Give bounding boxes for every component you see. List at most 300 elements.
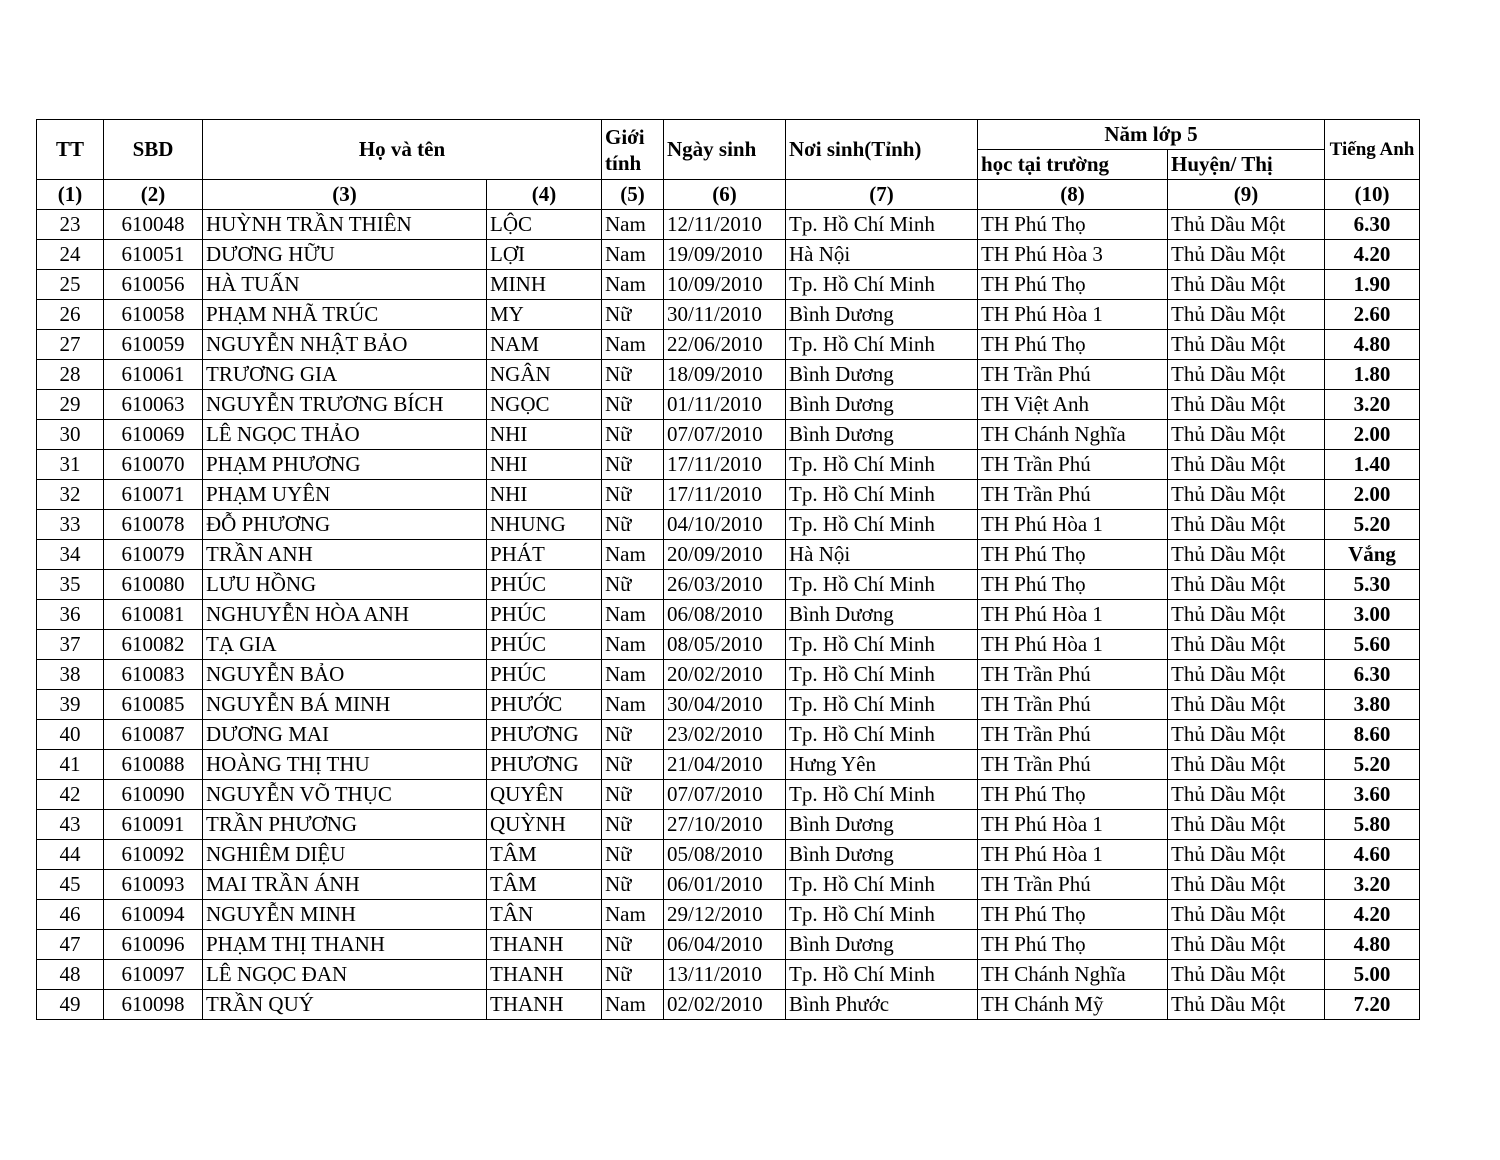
cell-tt: 42	[37, 780, 104, 810]
cell-tt: 23	[37, 210, 104, 240]
table-row	[37, 840, 1420, 870]
column-index: (9)	[1168, 180, 1325, 210]
cell-given-name: THANH	[487, 930, 602, 960]
cell-dob: 17/11/2010	[664, 480, 786, 510]
cell-gender: Nam	[602, 690, 664, 720]
cell-given-name: MY	[487, 300, 602, 330]
cell-gender: Nam	[602, 210, 664, 240]
cell-tt: 26	[37, 300, 104, 330]
cell-gender: Nam	[602, 600, 664, 630]
header-school: học tại trường	[978, 150, 1168, 180]
cell-birthplace: Hà Nội	[786, 240, 978, 270]
cell-dob: 04/10/2010	[664, 510, 786, 540]
cell-district: Thủ Dầu Một	[1168, 390, 1325, 420]
cell-tt: 36	[37, 600, 104, 630]
cell-district: Thủ Dầu Một	[1168, 750, 1325, 780]
cell-birthplace: Tp. Hồ Chí Minh	[786, 510, 978, 540]
cell-district: Thủ Dầu Một	[1168, 900, 1325, 930]
header-grade5-group: Năm lớp 5	[978, 120, 1325, 150]
cell-sbd: 610081	[104, 600, 203, 630]
cell-given-name: PHƯƠNG	[487, 720, 602, 750]
cell-family-name: PHẠM PHƯƠNG	[203, 450, 487, 480]
cell-given-name: LỢI	[487, 240, 602, 270]
cell-district: Thủ Dầu Một	[1168, 540, 1325, 570]
cell-district: Thủ Dầu Một	[1168, 450, 1325, 480]
cell-dob: 23/02/2010	[664, 720, 786, 750]
cell-district: Thủ Dầu Một	[1168, 690, 1325, 720]
cell-english-score: 6.30	[1325, 660, 1420, 690]
cell-district: Thủ Dầu Một	[1168, 570, 1325, 600]
column-index: (8)	[978, 180, 1168, 210]
cell-family-name: TẠ GIA	[203, 630, 487, 660]
cell-sbd: 610051	[104, 240, 203, 270]
cell-given-name: TÂM	[487, 840, 602, 870]
cell-family-name: HOÀNG THỊ THU	[203, 750, 487, 780]
cell-birthplace: Tp. Hồ Chí Minh	[786, 450, 978, 480]
cell-family-name: HUỲNH TRẦN THIÊN	[203, 210, 487, 240]
table-row	[37, 240, 1420, 270]
cell-school: TH Chánh Mỹ	[978, 990, 1168, 1020]
cell-district: Thủ Dầu Một	[1168, 420, 1325, 450]
cell-sbd: 610061	[104, 360, 203, 390]
cell-sbd: 610078	[104, 510, 203, 540]
cell-dob: 01/11/2010	[664, 390, 786, 420]
cell-school: TH Phú Hòa 1	[978, 810, 1168, 840]
header-birthplace: Nơi sinh(Tỉnh)	[786, 120, 978, 180]
cell-birthplace: Bình Phước	[786, 990, 978, 1020]
cell-gender: Nữ	[602, 480, 664, 510]
cell-gender: Nữ	[602, 750, 664, 780]
cell-gender: Nữ	[602, 510, 664, 540]
table-row	[37, 810, 1420, 840]
table-row	[37, 990, 1420, 1020]
cell-school: TH Trần Phú	[978, 450, 1168, 480]
cell-english-score: 5.20	[1325, 750, 1420, 780]
cell-family-name: MAI TRẦN ÁNH	[203, 870, 487, 900]
cell-family-name: NGHUYỄN HÒA ANH	[203, 600, 487, 630]
cell-dob: 10/09/2010	[664, 270, 786, 300]
cell-sbd: 610090	[104, 780, 203, 810]
cell-english-score: 3.80	[1325, 690, 1420, 720]
cell-gender: Nam	[602, 540, 664, 570]
cell-birthplace: Bình Dương	[786, 360, 978, 390]
table-row	[37, 390, 1420, 420]
cell-given-name: NGỌC	[487, 390, 602, 420]
cell-given-name: MINH	[487, 270, 602, 300]
cell-tt: 43	[37, 810, 104, 840]
cell-gender: Nam	[602, 330, 664, 360]
cell-tt: 27	[37, 330, 104, 360]
cell-family-name: NGUYỄN BÁ MINH	[203, 690, 487, 720]
cell-birthplace: Tp. Hồ Chí Minh	[786, 330, 978, 360]
cell-given-name: PHÚC	[487, 630, 602, 660]
cell-family-name: NGUYỄN MINH	[203, 900, 487, 930]
cell-school: TH Trần Phú	[978, 660, 1168, 690]
column-index: (5)	[602, 180, 664, 210]
cell-tt: 32	[37, 480, 104, 510]
cell-school: TH Phú Thọ	[978, 270, 1168, 300]
cell-family-name: DƯƠNG HỮU	[203, 240, 487, 270]
cell-birthplace: Tp. Hồ Chí Minh	[786, 480, 978, 510]
cell-given-name: QUỲNH	[487, 810, 602, 840]
cell-family-name: TRẦN QUÝ	[203, 990, 487, 1020]
cell-gender: Nam	[602, 900, 664, 930]
cell-school: TH Phú Thọ	[978, 900, 1168, 930]
header-tt: TT	[37, 120, 104, 180]
cell-birthplace: Tp. Hồ Chí Minh	[786, 210, 978, 240]
cell-birthplace: Tp. Hồ Chí Minh	[786, 900, 978, 930]
cell-given-name: NHUNG	[487, 510, 602, 540]
cell-english-score: 4.80	[1325, 930, 1420, 960]
cell-english-score: 4.20	[1325, 240, 1420, 270]
cell-birthplace: Hưng Yên	[786, 750, 978, 780]
cell-tt: 46	[37, 900, 104, 930]
cell-tt: 30	[37, 420, 104, 450]
cell-sbd: 610082	[104, 630, 203, 660]
cell-english-score: 5.30	[1325, 570, 1420, 600]
table-row	[37, 300, 1420, 330]
cell-english-score: 8.60	[1325, 720, 1420, 750]
cell-school: TH Phú Thọ	[978, 210, 1168, 240]
cell-birthplace: Bình Dương	[786, 840, 978, 870]
cell-sbd: 610092	[104, 840, 203, 870]
cell-gender: Nam	[602, 660, 664, 690]
cell-gender: Nữ	[602, 840, 664, 870]
cell-tt: 38	[37, 660, 104, 690]
cell-family-name: PHẠM THỊ THANH	[203, 930, 487, 960]
column-index-row	[37, 180, 1420, 210]
column-index: (3)	[203, 180, 487, 210]
cell-district: Thủ Dầu Một	[1168, 960, 1325, 990]
cell-sbd: 610069	[104, 420, 203, 450]
cell-sbd: 610083	[104, 660, 203, 690]
cell-english-score: 1.40	[1325, 450, 1420, 480]
table-body	[37, 210, 1420, 1020]
table-row	[37, 600, 1420, 630]
cell-given-name: TÂN	[487, 900, 602, 930]
cell-birthplace: Tp. Hồ Chí Minh	[786, 960, 978, 990]
cell-english-score: 6.30	[1325, 210, 1420, 240]
cell-gender: Nữ	[602, 450, 664, 480]
cell-sbd: 610085	[104, 690, 203, 720]
cell-given-name: THANH	[487, 960, 602, 990]
cell-tt: 37	[37, 630, 104, 660]
cell-birthplace: Hà Nội	[786, 540, 978, 570]
cell-district: Thủ Dầu Một	[1168, 660, 1325, 690]
cell-dob: 08/05/2010	[664, 630, 786, 660]
cell-english-score: 5.20	[1325, 510, 1420, 540]
cell-family-name: LÊ NGỌC ĐAN	[203, 960, 487, 990]
cell-tt: 31	[37, 450, 104, 480]
cell-family-name: TRƯƠNG GIA	[203, 360, 487, 390]
cell-sbd: 610097	[104, 960, 203, 990]
cell-sbd: 610071	[104, 480, 203, 510]
cell-english-score: 2.00	[1325, 480, 1420, 510]
cell-gender: Nam	[602, 990, 664, 1020]
cell-school: TH Chánh Nghĩa	[978, 960, 1168, 990]
cell-family-name: ĐỖ PHƯƠNG	[203, 510, 487, 540]
cell-dob: 30/11/2010	[664, 300, 786, 330]
cell-sbd: 610056	[104, 270, 203, 300]
cell-birthplace: Bình Dương	[786, 390, 978, 420]
cell-given-name: NHI	[487, 480, 602, 510]
cell-given-name: PHÚC	[487, 660, 602, 690]
cell-birthplace: Tp. Hồ Chí Minh	[786, 690, 978, 720]
cell-district: Thủ Dầu Một	[1168, 990, 1325, 1020]
cell-family-name: TRẦN ANH	[203, 540, 487, 570]
cell-dob: 13/11/2010	[664, 960, 786, 990]
cell-family-name: NGUYỄN NHẬT BẢO	[203, 330, 487, 360]
cell-family-name: NGUYỄN TRƯƠNG BÍCH	[203, 390, 487, 420]
cell-english-score: 4.20	[1325, 900, 1420, 930]
cell-english-score: 5.80	[1325, 810, 1420, 840]
cell-family-name: NGUYỄN VÕ THỤC	[203, 780, 487, 810]
table-row	[37, 210, 1420, 240]
cell-family-name: NGHIÊM DIỆU	[203, 840, 487, 870]
table-row	[37, 900, 1420, 930]
cell-school: TH Phú Hòa 3	[978, 240, 1168, 270]
cell-dob: 29/12/2010	[664, 900, 786, 930]
cell-tt: 33	[37, 510, 104, 540]
cell-birthplace: Tp. Hồ Chí Minh	[786, 660, 978, 690]
cell-sbd: 610087	[104, 720, 203, 750]
cell-gender: Nam	[602, 630, 664, 660]
cell-dob: 02/02/2010	[664, 990, 786, 1020]
cell-tt: 24	[37, 240, 104, 270]
header-gender	[602, 120, 664, 180]
cell-tt: 40	[37, 720, 104, 750]
cell-gender: Nữ	[602, 810, 664, 840]
column-index: (1)	[37, 180, 104, 210]
cell-dob: 05/08/2010	[664, 840, 786, 870]
cell-tt: 28	[37, 360, 104, 390]
table-row	[37, 360, 1420, 390]
cell-school: TH Phú Thọ	[978, 570, 1168, 600]
cell-district: Thủ Dầu Một	[1168, 840, 1325, 870]
cell-sbd: 610098	[104, 990, 203, 1020]
cell-tt: 25	[37, 270, 104, 300]
cell-school: TH Trần Phú	[978, 720, 1168, 750]
cell-school: TH Phú Thọ	[978, 930, 1168, 960]
cell-dob: 06/04/2010	[664, 930, 786, 960]
cell-given-name: LỘC	[487, 210, 602, 240]
cell-sbd: 610094	[104, 900, 203, 930]
table-row	[37, 870, 1420, 900]
cell-dob: 18/09/2010	[664, 360, 786, 390]
cell-sbd: 610093	[104, 870, 203, 900]
cell-english-score: 3.20	[1325, 870, 1420, 900]
cell-school: TH Việt Anh	[978, 390, 1168, 420]
cell-given-name: TÂM	[487, 870, 602, 900]
cell-district: Thủ Dầu Một	[1168, 600, 1325, 630]
cell-sbd: 610080	[104, 570, 203, 600]
table-row	[37, 930, 1420, 960]
cell-given-name: NHI	[487, 420, 602, 450]
column-index: (4)	[487, 180, 602, 210]
cell-birthplace: Bình Dương	[786, 930, 978, 960]
table-row	[37, 420, 1420, 450]
cell-sbd: 610058	[104, 300, 203, 330]
cell-district: Thủ Dầu Một	[1168, 330, 1325, 360]
cell-english-score: 5.00	[1325, 960, 1420, 990]
table-header	[37, 120, 1420, 210]
cell-given-name: QUYÊN	[487, 780, 602, 810]
cell-district: Thủ Dầu Một	[1168, 210, 1325, 240]
column-index: (10)	[1325, 180, 1420, 210]
cell-district: Thủ Dầu Một	[1168, 240, 1325, 270]
table-row	[37, 510, 1420, 540]
cell-english-score: 1.90	[1325, 270, 1420, 300]
cell-gender: Nữ	[602, 570, 664, 600]
cell-birthplace: Bình Dương	[786, 420, 978, 450]
cell-dob: 22/06/2010	[664, 330, 786, 360]
cell-tt: 48	[37, 960, 104, 990]
cell-birthplace: Bình Dương	[786, 300, 978, 330]
cell-sbd: 610088	[104, 750, 203, 780]
cell-district: Thủ Dầu Một	[1168, 780, 1325, 810]
table-row	[37, 630, 1420, 660]
cell-dob: 26/03/2010	[664, 570, 786, 600]
header-english: Tiếng Anh	[1325, 120, 1420, 180]
cell-dob: 20/09/2010	[664, 540, 786, 570]
cell-given-name: PHÚC	[487, 600, 602, 630]
cell-school: TH Trần Phú	[978, 750, 1168, 780]
cell-school: TH Phú Hòa 1	[978, 300, 1168, 330]
table-row	[37, 330, 1420, 360]
cell-school: TH Phú Hòa 1	[978, 840, 1168, 870]
cell-english-score: 4.80	[1325, 330, 1420, 360]
cell-english-score: 2.00	[1325, 420, 1420, 450]
table-row	[37, 690, 1420, 720]
cell-dob: 30/04/2010	[664, 690, 786, 720]
cell-district: Thủ Dầu Một	[1168, 300, 1325, 330]
cell-given-name: NGÂN	[487, 360, 602, 390]
cell-sbd: 610070	[104, 450, 203, 480]
table-row	[37, 660, 1420, 690]
cell-family-name: NGUYỄN BẢO	[203, 660, 487, 690]
header-sbd: SBD	[104, 120, 203, 180]
cell-given-name: PHƯỚC	[487, 690, 602, 720]
cell-tt: 35	[37, 570, 104, 600]
table-row	[37, 480, 1420, 510]
cell-english-score: 3.60	[1325, 780, 1420, 810]
cell-birthplace: Tp. Hồ Chí Minh	[786, 870, 978, 900]
cell-tt: 29	[37, 390, 104, 420]
cell-sbd: 610079	[104, 540, 203, 570]
cell-english-score: 1.80	[1325, 360, 1420, 390]
cell-dob: 20/02/2010	[664, 660, 786, 690]
table-row	[37, 270, 1420, 300]
cell-given-name: PHÁT	[487, 540, 602, 570]
table-row	[37, 750, 1420, 780]
cell-gender: Nữ	[602, 780, 664, 810]
cell-sbd: 610048	[104, 210, 203, 240]
cell-dob: 17/11/2010	[664, 450, 786, 480]
cell-english-score: 4.60	[1325, 840, 1420, 870]
cell-dob: 07/07/2010	[664, 420, 786, 450]
cell-district: Thủ Dầu Một	[1168, 930, 1325, 960]
cell-dob: 19/09/2010	[664, 240, 786, 270]
cell-tt: 34	[37, 540, 104, 570]
cell-dob: 12/11/2010	[664, 210, 786, 240]
cell-tt: 45	[37, 870, 104, 900]
header-district: Huyện/ Thị	[1168, 150, 1325, 180]
cell-dob: 06/08/2010	[664, 600, 786, 630]
cell-given-name: NHI	[487, 450, 602, 480]
column-index: (2)	[104, 180, 203, 210]
cell-given-name: NAM	[487, 330, 602, 360]
cell-english-score: 3.20	[1325, 390, 1420, 420]
cell-dob: 21/04/2010	[664, 750, 786, 780]
cell-gender: Nam	[602, 240, 664, 270]
cell-tt: 41	[37, 750, 104, 780]
table-row	[37, 720, 1420, 750]
header-name: Họ và tên	[203, 120, 602, 180]
table-row	[37, 570, 1420, 600]
cell-birthplace: Bình Dương	[786, 810, 978, 840]
cell-district: Thủ Dầu Một	[1168, 270, 1325, 300]
cell-school: TH Phú Thọ	[978, 540, 1168, 570]
column-index: (7)	[786, 180, 978, 210]
cell-family-name: LÊ NGỌC THẢO	[203, 420, 487, 450]
cell-sbd: 610059	[104, 330, 203, 360]
column-index: (6)	[664, 180, 786, 210]
cell-birthplace: Tp. Hồ Chí Minh	[786, 570, 978, 600]
cell-family-name: TRẦN PHƯƠNG	[203, 810, 487, 840]
table-row	[37, 540, 1420, 570]
cell-birthplace: Tp. Hồ Chí Minh	[786, 780, 978, 810]
cell-given-name: PHƯƠNG	[487, 750, 602, 780]
cell-gender: Nam	[602, 270, 664, 300]
cell-school: TH Trần Phú	[978, 690, 1168, 720]
cell-family-name: DƯƠNG MAI	[203, 720, 487, 750]
header-gender-line2: tính	[605, 150, 642, 175]
cell-gender: Nữ	[602, 930, 664, 960]
cell-given-name: THANH	[487, 990, 602, 1020]
header-dob: Ngày sinh	[664, 120, 786, 180]
cell-gender: Nữ	[602, 960, 664, 990]
cell-school: TH Phú Thọ	[978, 330, 1168, 360]
cell-school: TH Phú Thọ	[978, 780, 1168, 810]
cell-school: TH Trần Phú	[978, 870, 1168, 900]
cell-family-name: PHẠM UYÊN	[203, 480, 487, 510]
cell-english-score: 2.60	[1325, 300, 1420, 330]
cell-tt: 47	[37, 930, 104, 960]
cell-school: TH Phú Hòa 1	[978, 600, 1168, 630]
cell-sbd: 610096	[104, 930, 203, 960]
cell-district: Thủ Dầu Một	[1168, 810, 1325, 840]
cell-tt: 49	[37, 990, 104, 1020]
cell-family-name: HÀ TUẤN	[203, 270, 487, 300]
table-row	[37, 960, 1420, 990]
cell-district: Thủ Dầu Một	[1168, 360, 1325, 390]
cell-birthplace: Tp. Hồ Chí Minh	[786, 720, 978, 750]
header-gender-line1: Giới	[605, 124, 645, 149]
cell-school: TH Chánh Nghĩa	[978, 420, 1168, 450]
cell-gender: Nữ	[602, 300, 664, 330]
cell-dob: 07/07/2010	[664, 780, 786, 810]
cell-english-score: 5.60	[1325, 630, 1420, 660]
cell-family-name: PHẠM NHÃ TRÚC	[203, 300, 487, 330]
cell-district: Thủ Dầu Một	[1168, 720, 1325, 750]
cell-school: TH Trần Phú	[978, 480, 1168, 510]
cell-gender: Nữ	[602, 870, 664, 900]
cell-given-name: PHÚC	[487, 570, 602, 600]
cell-dob: 06/01/2010	[664, 870, 786, 900]
cell-gender: Nữ	[602, 360, 664, 390]
cell-gender: Nữ	[602, 420, 664, 450]
cell-district: Thủ Dầu Một	[1168, 870, 1325, 900]
